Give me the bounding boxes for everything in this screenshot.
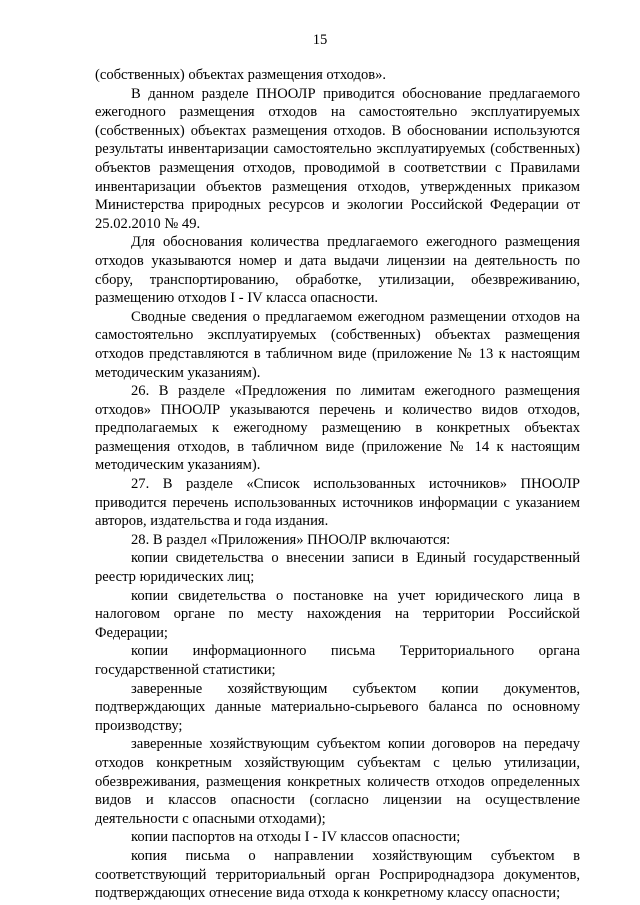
paragraph-item-27: 27. В разделе «Список использованных источников» ПНООЛР приводится перечень использованных источников информации с указанием авторов, издательства и года издания. xyxy=(95,476,580,530)
paragraph-continuation: (собственных) объектах размещения отходов». xyxy=(95,67,387,83)
list-item: заверенные хозяйствующим субъектом копии документов, подтверждающих данные материально-сырьевого баланса по основному производству; xyxy=(95,680,580,734)
list-item: копии информационного письма Территориального органа государственной статистики; xyxy=(95,643,580,678)
paragraph-summary-table: Сводные сведения о предлагаемом ежегодном размещении отходов на самостоятельно эксплуатируемых (собственных) объектах размещения отходов представляются в табличном виде (приложение № 13 к настоящим методическим указаниям). xyxy=(95,308,580,381)
body-text xyxy=(95,66,580,903)
list-item: копии свидетельства о внесении записи в Единый государственный реестр юридических лиц; xyxy=(95,550,580,586)
paragraph-item-28: 28. В раздел «Приложения» ПНООЛР включаются: xyxy=(131,531,451,548)
list-item: копия письма о направлении хозяйствующим субъектом в соответствующий территориальный орган Росприроднадзора документов, подтверждающих отнесение вида отхода к конкретному классу опасности; xyxy=(95,847,580,902)
list-item: заверенные хозяйствующим субъектом копии договоров на передачу отходов конкретным хозяйствующим субъектам с целью утилизации, обезвреживания, размещения конкретных количеств отходов определенных видов и классов опасности (согласно лицензии на осуществление деятельности с опасными отходами); xyxy=(95,736,580,827)
paragraph-item-26: 26. В разделе «Предложения по лимитам ежегодного размещения отходов» ПНООЛР указываются перечень и количество видов отходов, предполагаемых к ежегодному размещению в конкретных объектах размещения отходов, в табличном виде (приложение № 14 к настоящим методическим указаниям). xyxy=(95,383,580,474)
paragraph-justification: В данном разделе ПНООЛР приводится обоснование предлагаемого ежегодного размещения отходов на самостоятельно эксплуатируемых (собственных) объектах размещения отходов. В обосновании используются результаты инвентаризации самостоятельно эксплуатируемых (собственных) объектов размещения отходов, проводимой в соответствии с Правилами инвентаризации объектов размещения отходов, утвержденных приказом Министерства природных ресурсов и экологии Российской Федерации от 25.02.2010 № 49. xyxy=(95,85,580,232)
paragraph-license-info: Для обоснования количества предлагаемого ежегодного размещения отходов указываются номер и дата выдачи лицензии на деятельность по сбору, транспортированию, обработке, утилизации, обезвреживанию, размещению отходов I - IV класса опасности. xyxy=(95,234,580,307)
list-item: копии паспортов на отходы I - IV классов опасности; xyxy=(131,829,461,846)
list-item: копии свидетельства о постановке на учет юридического лица в налоговом органе по месту нахождения на территории Российской Федерации; xyxy=(95,587,580,641)
page-number: 15 xyxy=(312,32,328,48)
